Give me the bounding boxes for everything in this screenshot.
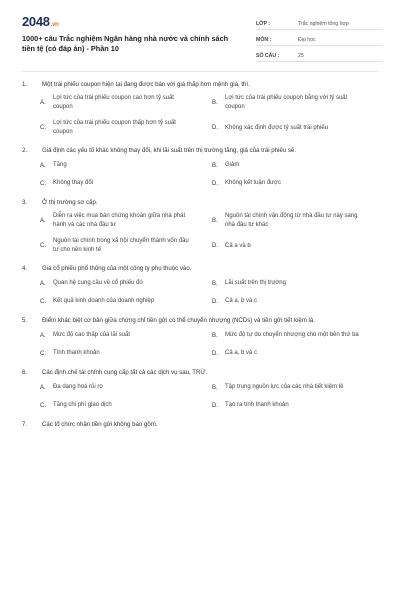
- option-a[interactable]: [40, 382, 212, 393]
- option-letter: A.: [40, 332, 46, 339]
- option-b[interactable]: [212, 212, 378, 230]
- option-a[interactable]: [40, 94, 212, 112]
- meta-label: MÔN :: [256, 37, 272, 43]
- option-text: Quan hệ cung cầu về cổ phiếu đó: [53, 280, 143, 286]
- option-letter: A.: [40, 162, 46, 169]
- question-number: 7.: [22, 421, 28, 428]
- option-text: Đa dạng hoá rủi ro: [53, 384, 103, 390]
- option-letter: B.: [212, 218, 218, 224]
- site-logo[interactable]: [22, 14, 59, 29]
- question-text: [22, 80, 378, 89]
- option-letter: B.: [212, 384, 218, 391]
- option-text: Lợi tức của trái phiếu coupon thấp hơn tỷ suất coupon: [53, 120, 176, 135]
- option-letter: C.: [40, 402, 46, 409]
- meta-row-count: [256, 49, 382, 62]
- meta-label: LỚP :: [256, 21, 271, 27]
- option-c[interactable]: [40, 119, 212, 137]
- option-grid: [22, 94, 378, 137]
- option-letter: C.: [40, 180, 46, 187]
- question-2: [22, 146, 378, 189]
- option-c[interactable]: [40, 178, 212, 189]
- meta-label: SỐ CÂU :: [256, 53, 280, 59]
- option-text: Lợi tức của trái phiếu coupon cao hơn tỷ suất coupon: [53, 95, 174, 110]
- option-letter: C.: [40, 298, 46, 305]
- question-number: 4.: [22, 265, 28, 272]
- option-d[interactable]: [212, 348, 378, 359]
- option-text: Không thay đổi: [53, 180, 94, 186]
- option-grid: [22, 382, 378, 411]
- option-text: Không xác định được tỷ suất trái phiếu: [225, 124, 329, 131]
- option-letter: D.: [212, 180, 218, 187]
- option-a[interactable]: [40, 160, 212, 171]
- question-7: [22, 420, 378, 429]
- question-text: [22, 146, 378, 155]
- option-letter: C.: [40, 125, 46, 131]
- question-number: 2.: [22, 147, 28, 154]
- option-text: Không kết luận được: [225, 180, 281, 186]
- option-d[interactable]: [212, 296, 378, 307]
- option-text: Giảm: [225, 162, 240, 168]
- question-prompt: Các tổ chức nhận tiền gửi không bao gồm.: [42, 421, 158, 428]
- question-prompt: Ở thị trường sơ cấp.: [42, 199, 98, 206]
- option-c[interactable]: [40, 348, 212, 359]
- question-3: [22, 198, 378, 255]
- option-d[interactable]: [212, 400, 378, 411]
- question-5: [22, 316, 378, 359]
- option-text: Cả a và b: [225, 242, 251, 249]
- option-letter: A.: [40, 218, 46, 224]
- meta-value: Đại học: [298, 37, 316, 43]
- question-text: [22, 420, 378, 429]
- option-letter: D.: [212, 402, 218, 409]
- option-text: Tính thanh khoản: [53, 350, 100, 356]
- option-letter: D.: [212, 298, 218, 305]
- option-text: Mức độ tự do chuyển nhượng cho một bên thứ ba: [225, 332, 359, 338]
- question-text: [22, 264, 378, 273]
- logo-main: 2048: [22, 14, 50, 29]
- option-text: Mức độ cao thấp của lãi suất: [53, 332, 131, 338]
- question-prompt: Giá cổ phiếu phổ thông của một công ty phụ thuộc vào.: [42, 265, 192, 272]
- option-b[interactable]: [212, 330, 378, 341]
- question-4: [22, 264, 378, 307]
- logo-tld: .vn: [50, 22, 59, 28]
- meta-value: Trắc nghiệm tổng hợp: [298, 21, 349, 27]
- option-text: Lãi suất trên thị trường: [225, 280, 286, 286]
- option-letter: A.: [40, 100, 46, 106]
- question-number: 6.: [22, 369, 28, 376]
- question-text: [22, 198, 378, 207]
- option-c[interactable]: [40, 237, 212, 255]
- option-a[interactable]: [40, 212, 212, 230]
- option-grid: [22, 212, 378, 255]
- option-text: Kết quả kinh doanh của doanh nghiệp: [53, 298, 155, 304]
- option-text: Nguồn tài chính trong xã hội chuyển thành vốn đầu tư cho nền kinh tế: [53, 238, 189, 253]
- option-text: Nguồn tài chính vận động từ nhà đầu tư này sang nhà đầu tư khác: [225, 213, 358, 228]
- option-letter: B.: [212, 162, 218, 169]
- question-6: [22, 368, 378, 411]
- document-header: [22, 14, 382, 64]
- option-text: Lợi tức của trái phiếu coupon bằng với tỷ suất coupon: [225, 95, 348, 110]
- meta-row-class: [256, 14, 382, 30]
- option-letter: C.: [40, 350, 46, 357]
- bottom-fade: [0, 592, 400, 600]
- option-c[interactable]: [40, 400, 212, 411]
- option-text: Cả a, b và c: [225, 298, 258, 304]
- option-a[interactable]: [40, 278, 212, 289]
- option-letter: D.: [212, 125, 218, 131]
- document-title: 1000+ câu Trắc nghiệm Ngân hàng nhà nước và chính sách tiền tệ (có đáp án) - Phần 10: [22, 34, 229, 53]
- meta-value: 25: [298, 53, 304, 59]
- option-text: Tạo ra tính thanh khoản: [225, 402, 289, 408]
- option-letter: D.: [212, 350, 218, 357]
- question-number: 5.: [22, 317, 28, 324]
- option-letter: C.: [40, 243, 46, 249]
- question-list: [22, 80, 378, 438]
- document-meta: [256, 14, 382, 65]
- option-grid: [22, 330, 378, 359]
- option-text: Diễn ra việc mua bán chứng khoán giữa nhà phát hành và các nhà đầu tư: [53, 213, 186, 228]
- option-text: Tập trung nguồn lực của các nhà tiết kiệm lẻ: [225, 384, 344, 390]
- option-b[interactable]: [212, 160, 378, 171]
- option-letter: B.: [212, 280, 218, 287]
- option-text: Tăng chi phí giao dịch: [53, 402, 112, 408]
- meta-row-subject: [256, 33, 382, 46]
- question-prompt: Một trái phiếu coupon hiện tại đang được bán với giá thấp hơn mệnh giá, thì.: [42, 81, 250, 88]
- header-divider: [22, 71, 378, 72]
- question-prompt: Giả định các yếu tố khác không thay đổi, khi lãi suất trên thị trường tăng, giá của trái phiếu sẽ.: [42, 147, 297, 154]
- option-text: Tăng: [53, 162, 67, 168]
- question-text: [22, 368, 378, 377]
- option-a[interactable]: [40, 330, 212, 341]
- option-b[interactable]: [212, 278, 378, 289]
- option-d[interactable]: [212, 237, 378, 255]
- option-letter: B.: [212, 332, 218, 339]
- question-prompt: Các định chế tài chính cung cấp tất cả các dịch vụ sau, TRỪ.: [42, 369, 208, 376]
- option-b[interactable]: [212, 94, 378, 112]
- option-grid: [22, 160, 378, 189]
- option-grid: [22, 278, 378, 307]
- question-prompt: Điểm khác biệt cơ bản giữa chứng chỉ tiền gửi có thể chuyển nhượng (NCDs) và tiền gửi tiết kiệm là.: [42, 317, 315, 324]
- question-1: [22, 80, 378, 137]
- option-b[interactable]: [212, 382, 378, 393]
- option-letter: B.: [212, 100, 218, 106]
- option-letter: A.: [40, 384, 46, 391]
- question-text: [22, 316, 378, 325]
- option-text: Cả a, b và c: [225, 350, 258, 356]
- option-letter: D.: [212, 243, 218, 249]
- option-letter: A.: [40, 280, 46, 287]
- option-d[interactable]: [212, 178, 378, 189]
- question-number: 1.: [22, 81, 28, 88]
- option-d[interactable]: [212, 119, 378, 137]
- question-number: 3.: [22, 199, 28, 206]
- option-c[interactable]: [40, 296, 212, 307]
